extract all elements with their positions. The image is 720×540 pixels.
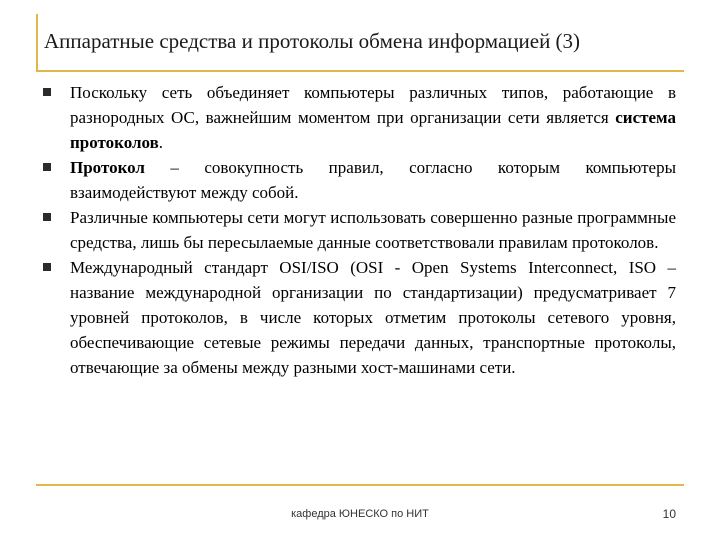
bullet-bold-text: система протоколов: [70, 108, 676, 152]
bullet-item: [40, 255, 676, 380]
square-bullet-icon: [43, 263, 51, 271]
bullet-text-end: – совокупность правил, согласно которым компьютеры взаимодействуют между собой.: [70, 158, 676, 202]
bullet-item: [40, 155, 676, 205]
footer-rule: [36, 484, 684, 486]
bullet-text: Поскольку сеть объединяет компьютеры различных типов, работающие в разнородных ОС, важнейшим моментом при организации сети является: [70, 83, 676, 127]
square-bullet-icon: [43, 213, 51, 221]
bullet-list: [40, 80, 676, 380]
square-bullet-icon: [43, 88, 51, 96]
bullet-text: Международный стандарт OSI/ISO (OSI - Open Systems Interconnect, ISO – название международной организации по стандартизации) предусматривает 7 уровней протоколов, в числе которых отметим протоколы сетевого уровня, обеспечивающие сетевые режимы передачи данных, транспортные протоколы, отвечающие за обмены между разными хост-машинами сети.: [70, 258, 676, 377]
page-number: 10: [662, 507, 676, 521]
square-bullet-icon: [43, 163, 51, 171]
bullet-text: Различные компьютеры сети могут использовать совершенно разные программные средства, лишь бы пересылаемые данные соответствовали правилам протоколов.: [70, 208, 676, 252]
footer-text: кафедра ЮНЕСКО по НИТ: [291, 508, 429, 520]
slide-title: Аппаратные средства и протоколы обмена информацией (3): [44, 29, 581, 53]
bullet-item: [40, 80, 676, 155]
bullet-text-end: .: [158, 133, 164, 152]
bullet-item: [40, 205, 676, 255]
bullet-bold-text: Протокол: [70, 158, 145, 177]
